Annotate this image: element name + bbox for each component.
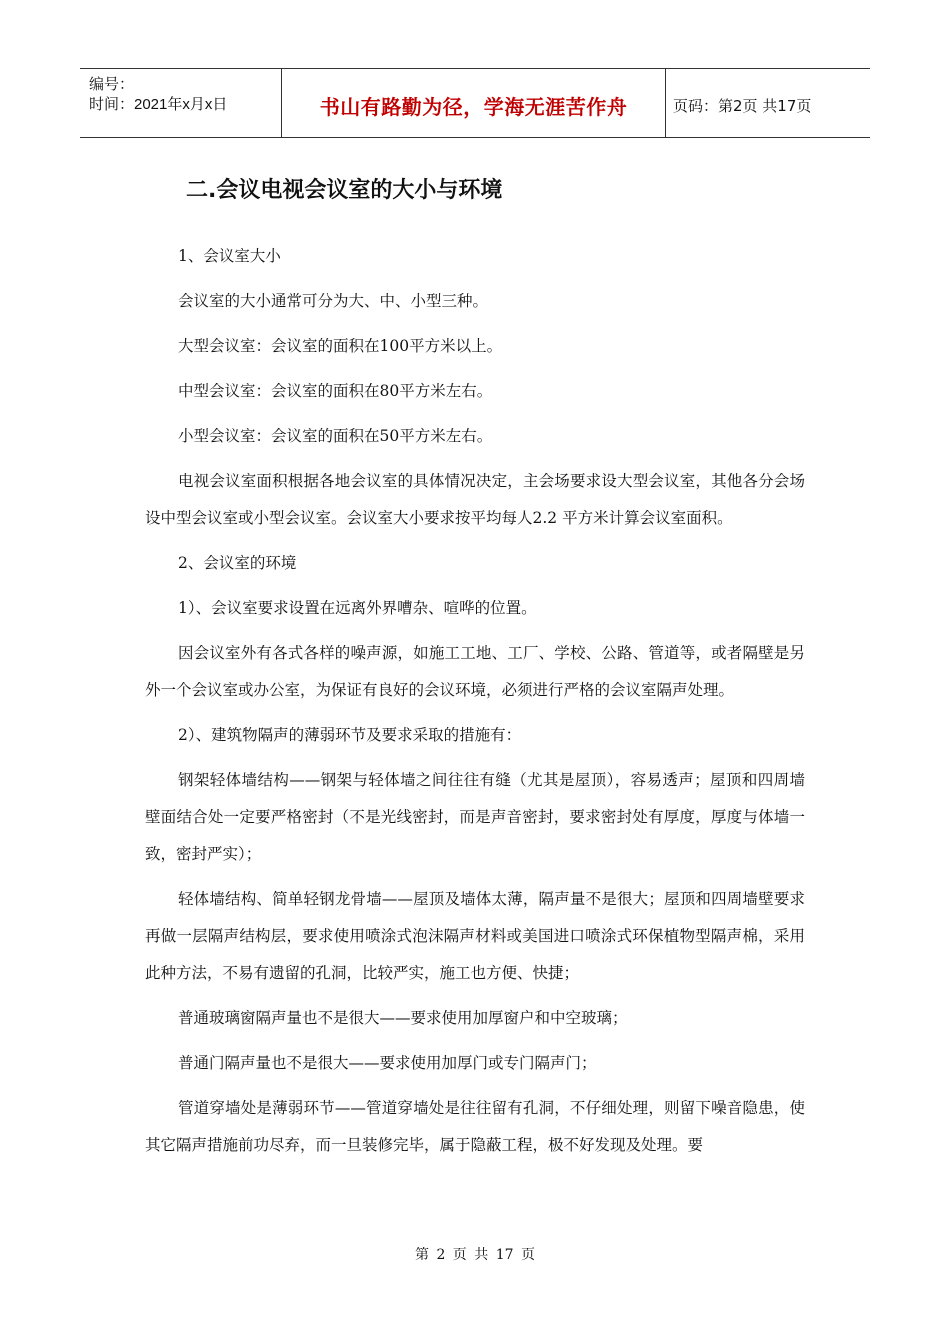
header-page-cell — [665, 69, 870, 137]
page-header — [80, 68, 870, 138]
paragraph: 电视会议室面积根据各地会议室的具体情况决定，主会场要求设大型会议室，其他各分会场设中型会议室或小型会议室。会议室大小要求按平均每人2.2 平方米计算会议室面积。 — [145, 472, 805, 527]
paragraph: 普通门隔声量也不是很大——要求使用加厚门或专门隔声门； — [178, 1054, 597, 1072]
paragraph: 1、会议室大小 — [178, 247, 281, 265]
paragraph: 会议室的大小通常可分为大、中、小型三种。 — [178, 292, 489, 310]
page-footer: 第 2 页 共 17 页 — [415, 1247, 535, 1263]
header-meta-cell — [80, 69, 281, 137]
paragraph: 小型会议室：会议室的面积在50平方米左右。 — [178, 427, 493, 445]
header-page-info: 页码：第2页 共17页 — [673, 97, 812, 115]
header-motto-cell — [281, 69, 666, 137]
paragraph: 管道穿墙处是薄弱环节——管道穿墙处是往往留有孔洞，不仔细处理，则留下噪音隐患，使其它隔声措施前功尽弃，而一旦装修完毕，属于隐蔽工程，极不好发现及处理。要 — [145, 1099, 805, 1154]
document-number-label: 编号： — [89, 76, 135, 93]
paragraph: 因会议室外有各式各样的噪声源，如施工工地、工厂、学校、公路、管道等，或者隔壁是另外一个会议室或办公室，为保证有良好的会议环境，必须进行严格的会议室隔声处理。 — [145, 644, 805, 699]
paragraph: 中型会议室：会议室的面积在80平方米左右。 — [178, 382, 493, 400]
paragraph: 普通玻璃窗隔声量也不是很大——要求使用加厚窗户和中空玻璃； — [178, 1009, 628, 1027]
header-motto: 书山有路勤为径，学海无涯苦作舟 — [319, 95, 628, 119]
paragraph: 1）、会议室要求设置在远离外界嘈杂、喧哗的位置。 — [178, 599, 537, 617]
paragraph: 大型会议室：会议室的面积在100平方米以上。 — [178, 337, 503, 355]
document-time-label: 时间：2021年x月x日 — [89, 96, 228, 113]
paragraph: 2）、建筑物隔声的薄弱环节及要求采取的措施有： — [178, 726, 522, 744]
paragraph: 2、会议室的环境 — [178, 554, 297, 572]
section-title: 二.会议电视会议室的大小与环境 — [186, 178, 503, 203]
paragraph: 钢架轻体墙结构——钢架与轻体墙之间往往有缝（尤其是屋顶），容易透声；屋顶和四周墙壁面结合处一定要严格密封（不是光线密封，而是声音密封，要求密封处有厚度，厚度与体墙一致，密封严实）； — [145, 771, 805, 863]
document-body — [145, 238, 805, 1172]
paragraph: 轻体墙结构、简单轻钢龙骨墙——屋顶及墙体太薄，隔声量不是很大；屋顶和四周墙壁要求再做一层隔声结构层，要求使用喷涂式泡沫隔声材料或美国进口喷涂式环保植物型隔声棉，采用此种方法，不易有遗留的孔洞，比较严实，施工也方便、快捷； — [145, 890, 805, 982]
